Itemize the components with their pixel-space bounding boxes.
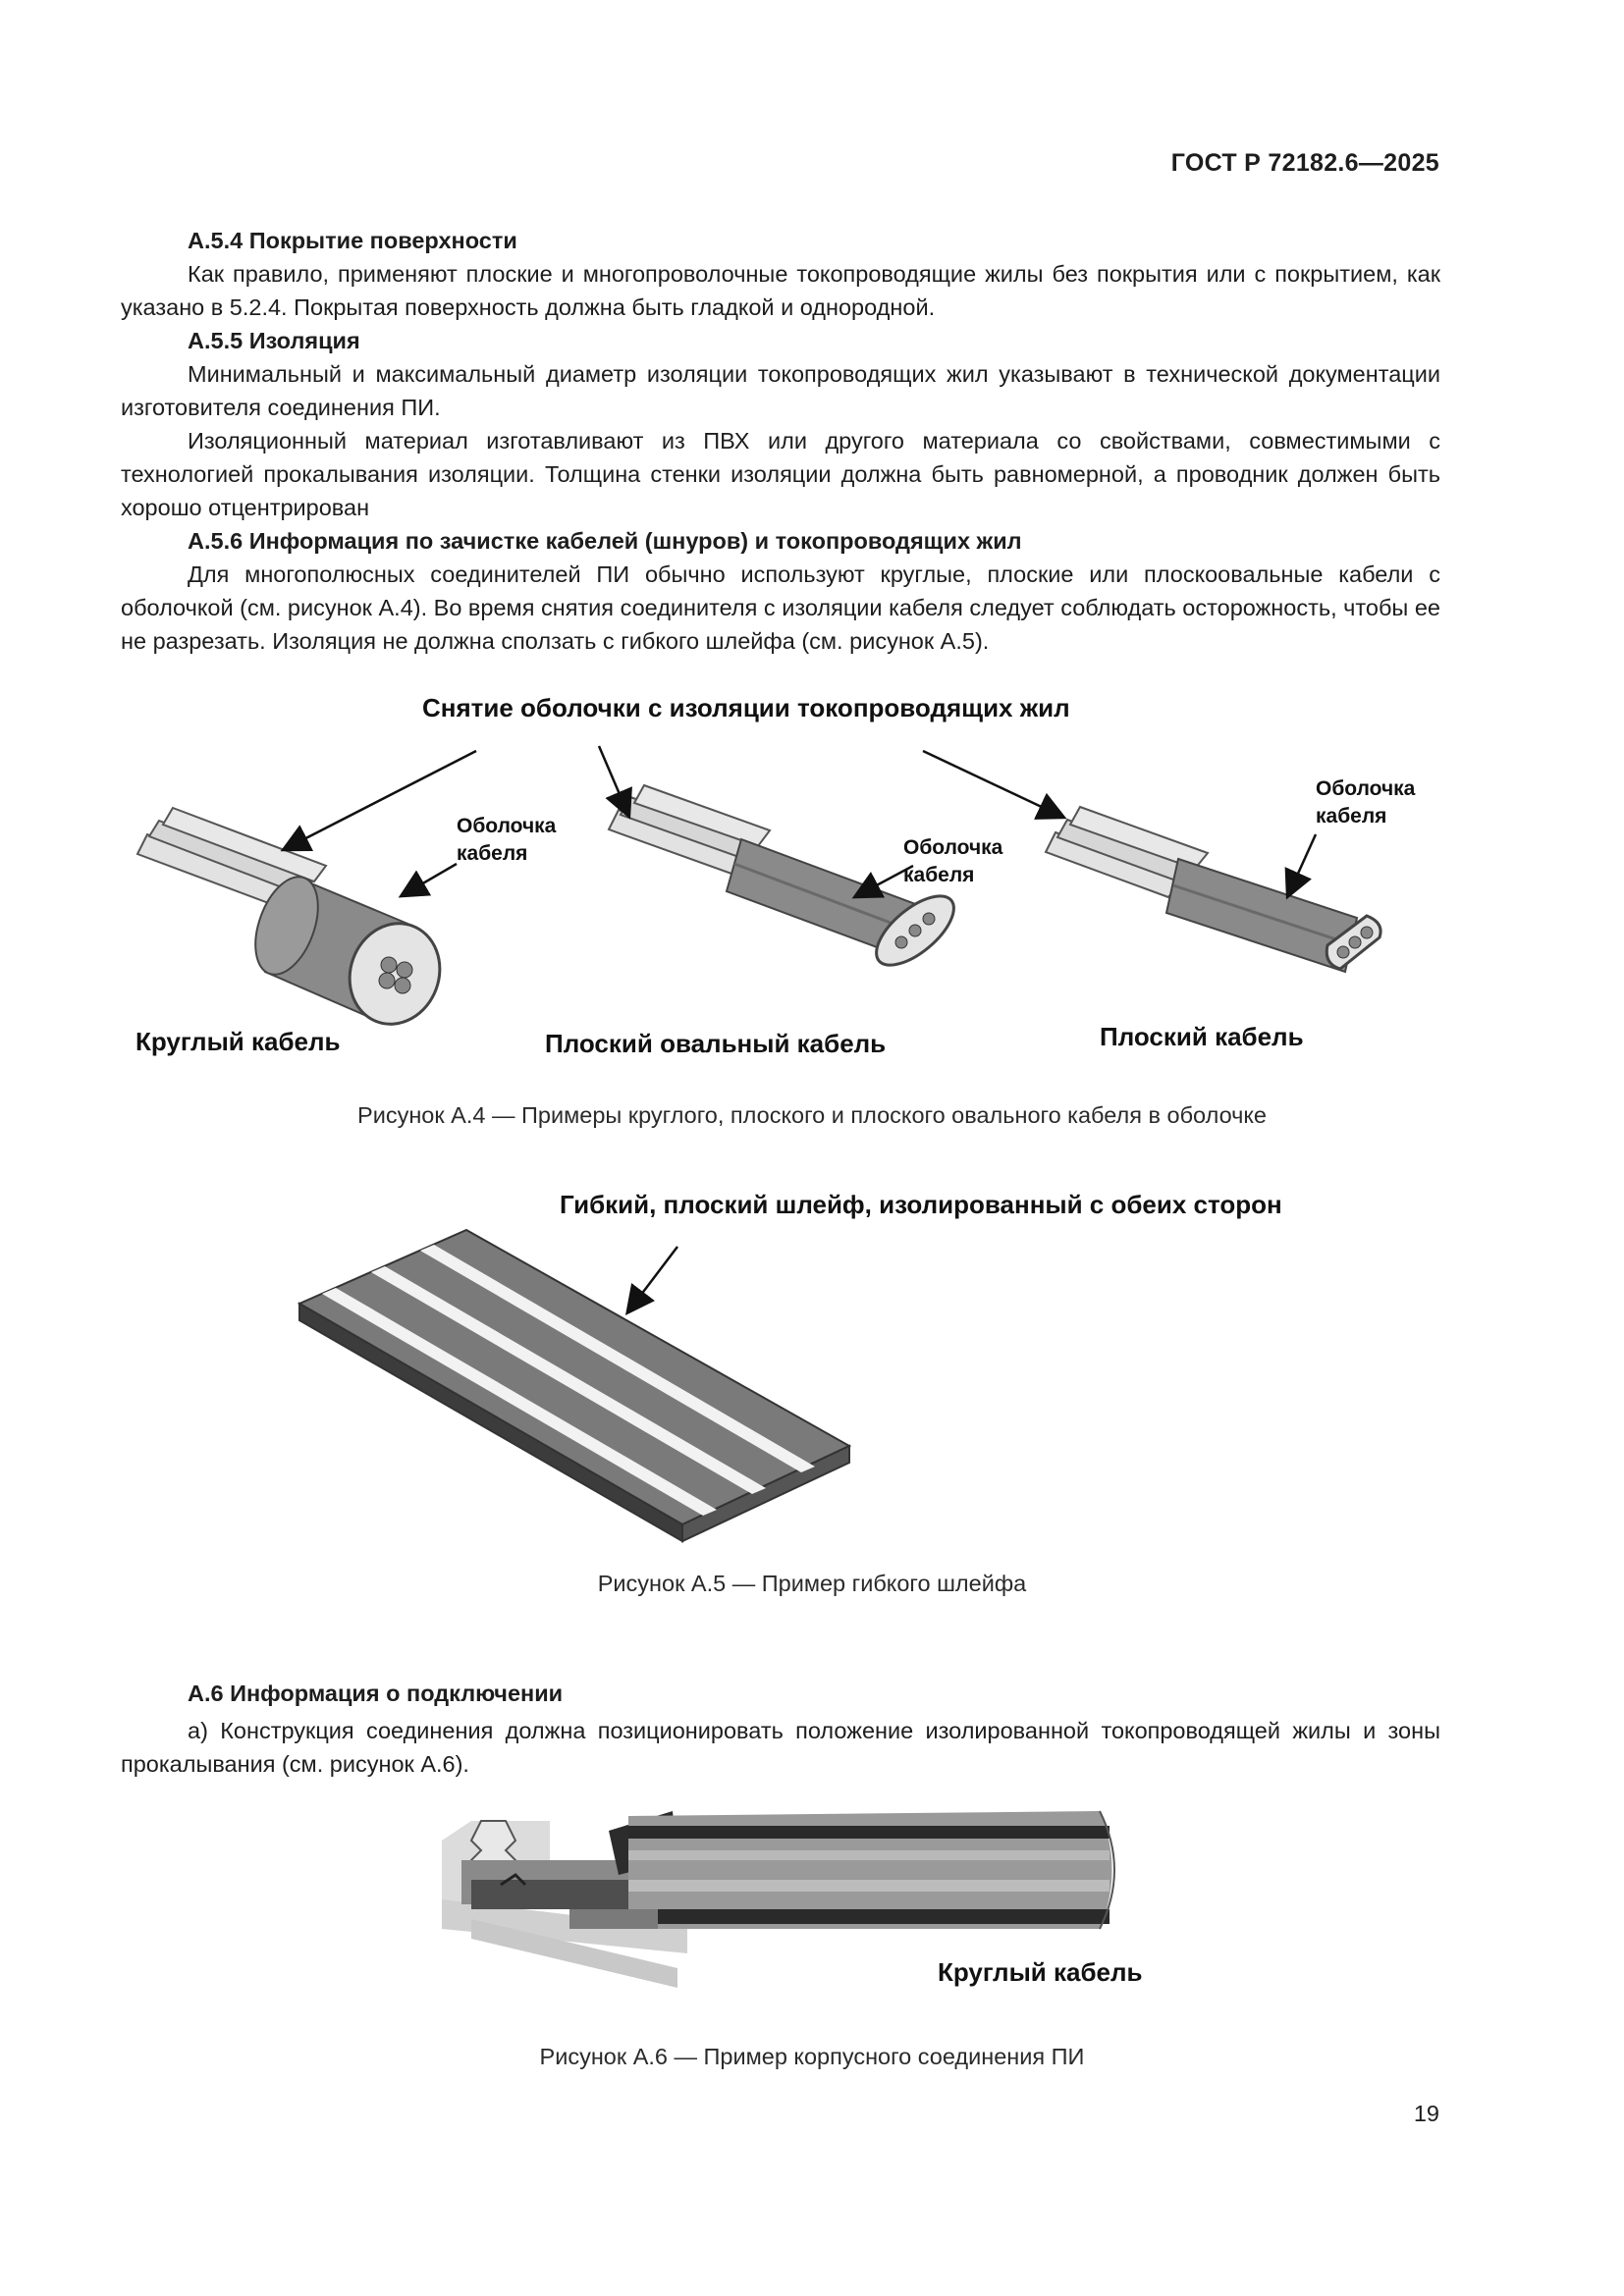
section-a55-paragraph-1: Минимальный и максимальный диаметр изоляции токопроводящих жил указывают в технической документации изготовителя соединения ПИ. <box>121 361 1440 420</box>
figure-a5-caption: Рисунок А.5 — Пример гибкого шлейфа <box>597 1571 1027 1596</box>
figure-a5 <box>285 1176 1316 1549</box>
figure-a4-title: Снятие оболочки с изоляции токопроводящих жил <box>422 693 1070 722</box>
section-a55-heading: А.5.5 Изоляция <box>188 328 360 353</box>
flat-oval-sheath-label-1: Оболочка <box>903 836 1003 859</box>
section-a55-paragraph-2: Изоляционный материал изготавливают из ПВХ или другого материала со свойствами, совместимыми с технологией прокалывания изоляции. Толщина стенки изоляции должна быть равномерной, а проводник должен быть хорошо отцентрирован <box>121 428 1440 520</box>
section-a6-heading: А.6 Информация о подключении <box>188 1681 564 1706</box>
flat-ribbon-illustration <box>299 1230 849 1541</box>
section-a6 <box>121 1677 1440 1781</box>
figure-a6 <box>432 1782 1198 2017</box>
round-sheath-label-1: Оболочка <box>457 815 557 837</box>
body-text <box>121 224 1440 658</box>
flat-sheath-label-2: кабеля <box>1316 805 1387 828</box>
round-sheath-label-2: кабеля <box>457 842 528 865</box>
figure-a6-label: Круглый кабель <box>938 1957 1143 1987</box>
flat-sheath-label-1: Оболочка <box>1316 777 1416 800</box>
section-a54-heading: А.5.4 Покрытие поверхности <box>188 228 517 253</box>
section-a56-paragraph: Для многополюсных соединителей ПИ обычно используют круглые, плоские или плоскоовальные кабели с оболочкой (см. рисунок А.4). Во время снятия соединителя с изоляции кабеля следует соблюдать осторожность, чтобы ее не разрезать. Изоляция не должна сползать с гибкого шлейфа (см. рисунок А.5). <box>121 561 1440 654</box>
flat-cable-label: Плоский кабель <box>1100 1022 1304 1051</box>
flat-oval-cable-label: Плоский овальный кабель <box>545 1029 887 1058</box>
figure-a5-title: Гибкий, плоский шлейф, изолированный с обеих сторон <box>560 1190 1282 1219</box>
round-cable-label: Круглый кабель <box>135 1027 341 1056</box>
page-number: 19 <box>1413 2101 1439 2126</box>
document-id: ГОСТ Р 72182.6—2025 <box>1170 149 1439 177</box>
section-a56-heading: А.5.6 Информация по зачистке кабелей (шнуров) и токопроводящих жил <box>188 528 1022 554</box>
section-a54-paragraph: Как правило, применяют плоские и многопроволочные токопроводящие жилы без покрытия или с покрытием, как указано в 5.2.4. Покрытая поверхность должна быть гладкой и однородной. <box>121 261 1440 320</box>
figure-a6-caption: Рисунок А.6 — Пример корпусного соединения ПИ <box>539 2044 1085 2069</box>
flat-cable-illustration <box>1046 807 1380 972</box>
figure-a4-caption: Рисунок А.4 — Примеры круглого, плоского и плоского овального кабеля в оболочке <box>357 1102 1267 1128</box>
figure-a4 <box>118 687 1512 1080</box>
section-a6-paragraph: а) Конструкция соединения должна позиционировать положение изолированной токопроводящей жилы и зоны прокалывания (см. рисунок А.6). <box>121 1718 1440 1777</box>
flat-oval-sheath-label-2: кабеля <box>903 864 975 886</box>
